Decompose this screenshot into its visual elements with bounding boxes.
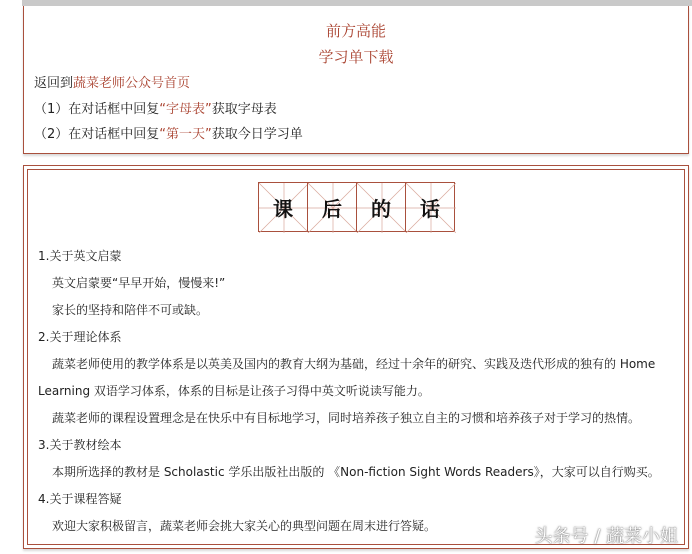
panel-subtitle: 学习单下载 xyxy=(318,48,394,66)
section-2-title: 2.关于理论体系 xyxy=(38,330,122,344)
instruction-1-keyword: “字母表” xyxy=(159,102,212,117)
heading-char: 课 xyxy=(273,196,293,221)
section-2-paragraph-2: 蔬菜老师的课程设置理念是在快乐中有目标地学习，同时培养孩子独立自主的习惯和培养孩子对于学习的热情。 xyxy=(52,411,641,425)
section-4-paragraph-1: 欢迎大家积极留言，蔬菜老师会挑大家关心的典型问题在周末进行答疑。 xyxy=(52,519,437,533)
section-3-paragraph-1: 本期所选择的教材是 Scholastic 学乐出版社出版的 《Non-fiction Sight Words Readers》，大家可以自行购买。 xyxy=(52,465,660,479)
instruction-1-text: （1）在对话框中回复 xyxy=(34,102,160,117)
heading-cell-1 xyxy=(258,182,308,232)
instruction-2 xyxy=(34,123,303,142)
section-4-title: 4.关于课程答疑 xyxy=(38,492,122,506)
afterword-heading-grid xyxy=(259,182,455,232)
section-1-title: 1.关于英文启蒙 xyxy=(38,249,122,263)
heading-char: 的 xyxy=(371,196,391,221)
section-3-title: 3.关于教材绘本 xyxy=(38,438,122,452)
back-prefix: 返回到 xyxy=(34,76,74,91)
heading-cell-4 xyxy=(405,182,455,232)
afterword-panel xyxy=(23,165,689,549)
instruction-1 xyxy=(34,98,277,117)
section-1-paragraph-1: 英文启蒙要“早早开始，慢慢来!” xyxy=(52,276,226,290)
heading-cell-3 xyxy=(356,182,406,232)
back-line xyxy=(34,72,190,91)
heading-cell-2 xyxy=(307,182,357,232)
heading-char: 后 xyxy=(322,196,342,221)
section-1-paragraph-2: 家长的坚持和陪伴不可或缺。 xyxy=(52,303,209,317)
homepage-link[interactable]: 蔬菜老师公众号首页 xyxy=(73,76,191,91)
download-panel xyxy=(23,6,689,154)
heading-char: 话 xyxy=(420,196,440,221)
section-2-paragraph-1b: Learning 双语学习体系，体系的目标是让孩子习得中英文听说读写能力。 xyxy=(38,384,430,398)
instruction-1-suffix: 获取字母表 xyxy=(211,102,277,117)
instruction-2-keyword: “第一天” xyxy=(159,127,212,142)
instruction-2-suffix: 获取今日学习单 xyxy=(211,127,303,142)
watermark-text: 头条号 / 蔬菜小姐 xyxy=(534,526,678,547)
panel-title: 前方高能 xyxy=(325,22,386,40)
instruction-2-text: （2）在对话框中回复 xyxy=(34,127,160,142)
section-2-paragraph-1a: 蔬菜老师使用的教学体系是以英美及国内的教育大纲为基础，经过十余年的研究、实践及迭代形成的独有的 Home xyxy=(52,357,656,371)
